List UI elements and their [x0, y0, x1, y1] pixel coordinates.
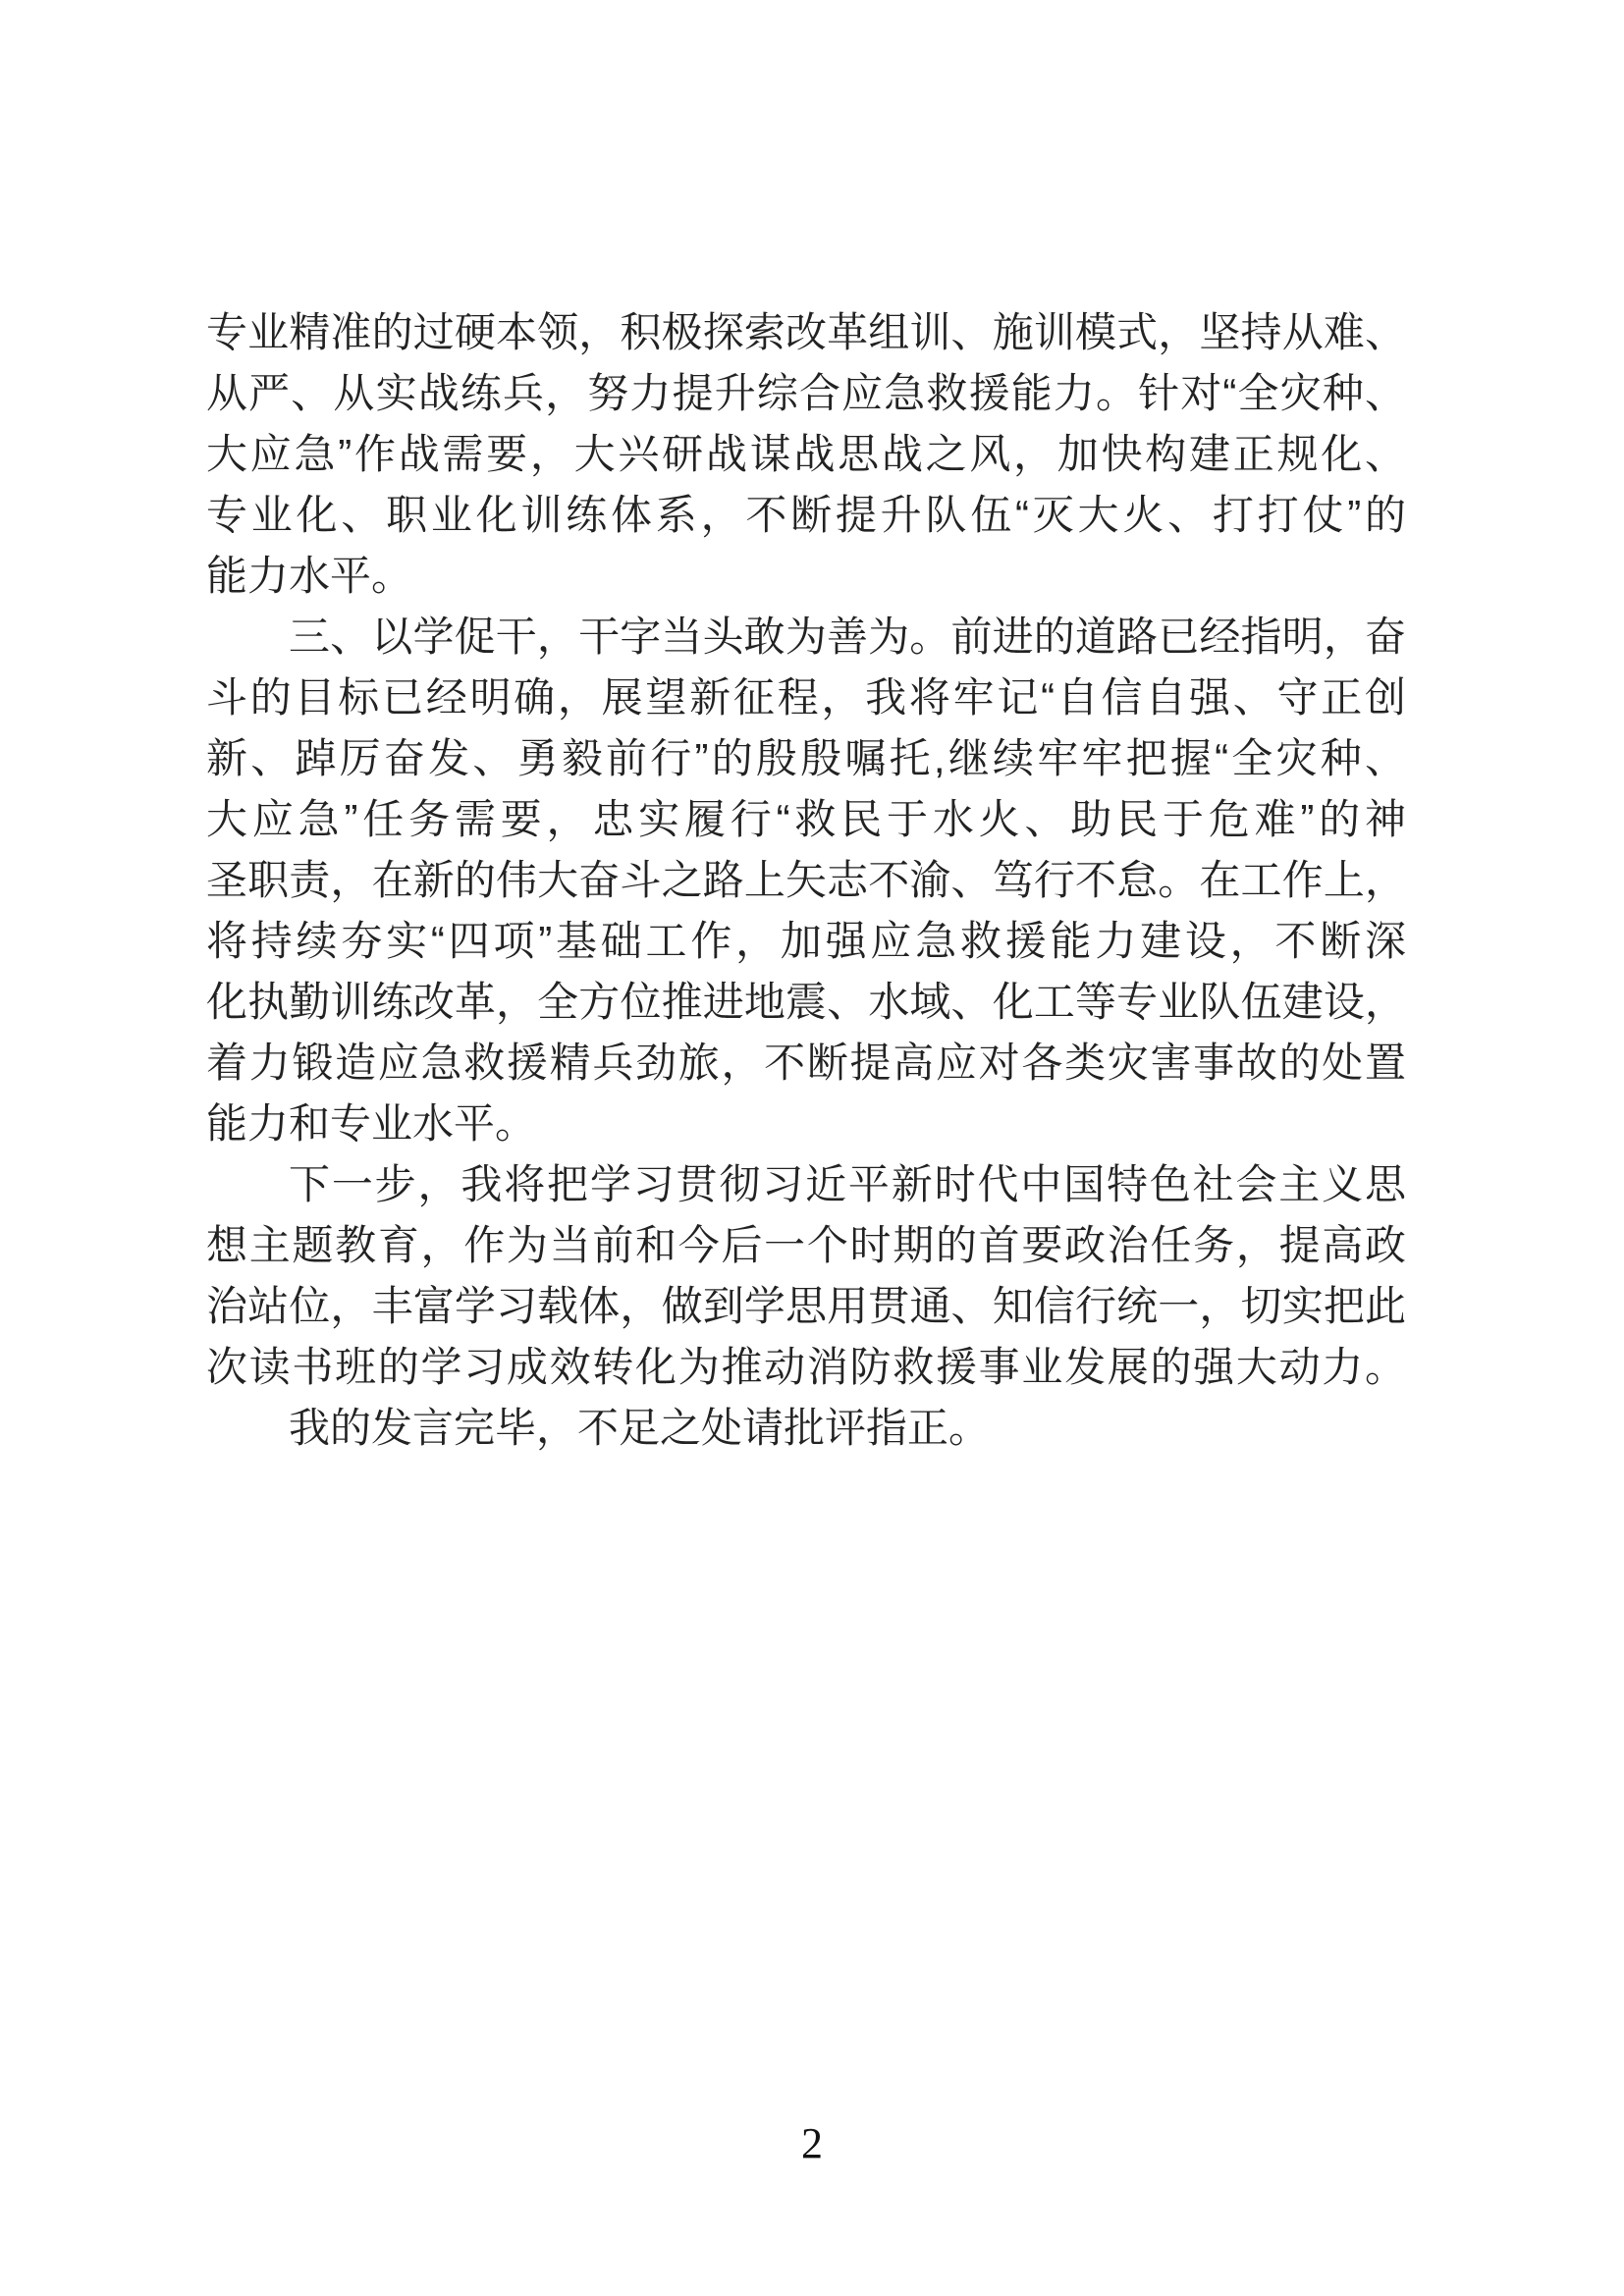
text-line: 能力水平。 — [206, 553, 413, 599]
text-line: 从严、从实战练兵，努力提升综合应急救援能力。针对“全灾种、 — [206, 370, 1406, 416]
text-line: 将持续夯实“四项”基础工作，加强应急救援能力建设，不断深 — [206, 918, 1406, 964]
text-line: 化执勤训练改革，全方位推进地震、水域、化工等专业队伍建设， — [206, 979, 1406, 1025]
text-line: 能力和专业水平。 — [206, 1100, 537, 1147]
body-text — [206, 302, 1406, 1459]
text-line: 想主题教育，作为当前和今后一个时期的首要政治任务，提高政 — [206, 1222, 1406, 1268]
text-line: 治站位，丰富学习载体，做到学思用贯通、知信行统一，切实把此 — [206, 1283, 1406, 1329]
text-line: 三、以学促干，干字当头敢为善为。前进的道路已经指明，奋 — [289, 614, 1406, 660]
text-line: 专业精准的过硬本领，积极探索改革组训、施训模式，坚持从难、 — [206, 309, 1406, 355]
text-line: 我的发言完毕，不足之处请批评指正。 — [289, 1405, 991, 1451]
text-line: 大应急”任务需要，忠实履行“救民于水火、助民于危难”的神 — [206, 796, 1406, 842]
text-line: 大应急”作战需要，大兴研战谋战思战之风，加快构建正规化、 — [206, 431, 1406, 477]
text-line: 圣职责，在新的伟大奋斗之路上矢志不渝、笃行不怠。在工作上， — [206, 857, 1406, 903]
page-number: 2 — [801, 2119, 823, 2167]
text-line: 斗的目标已经明确，展望新征程，我将牢记“自信自强、守正创 — [206, 674, 1406, 721]
text-line: 专业化、职业化训练体系，不断提升队伍“灭大火、打打仗”的 — [206, 492, 1406, 538]
text-line: 下一步，我将把学习贯彻习近平新时代中国特色社会主义思 — [289, 1161, 1406, 1207]
text-line: 新、踔厉奋发、勇毅前行”的殷殷嘱托,继续牢牢把握“全灾种、 — [206, 735, 1406, 781]
text-line: 着力锻造应急救援精兵劲旅，不断提高应对各类灾害事故的处置 — [206, 1040, 1406, 1086]
text-line: 次读书班的学习成效转化为推动消防救援事业发展的强大动力。 — [206, 1344, 1406, 1390]
